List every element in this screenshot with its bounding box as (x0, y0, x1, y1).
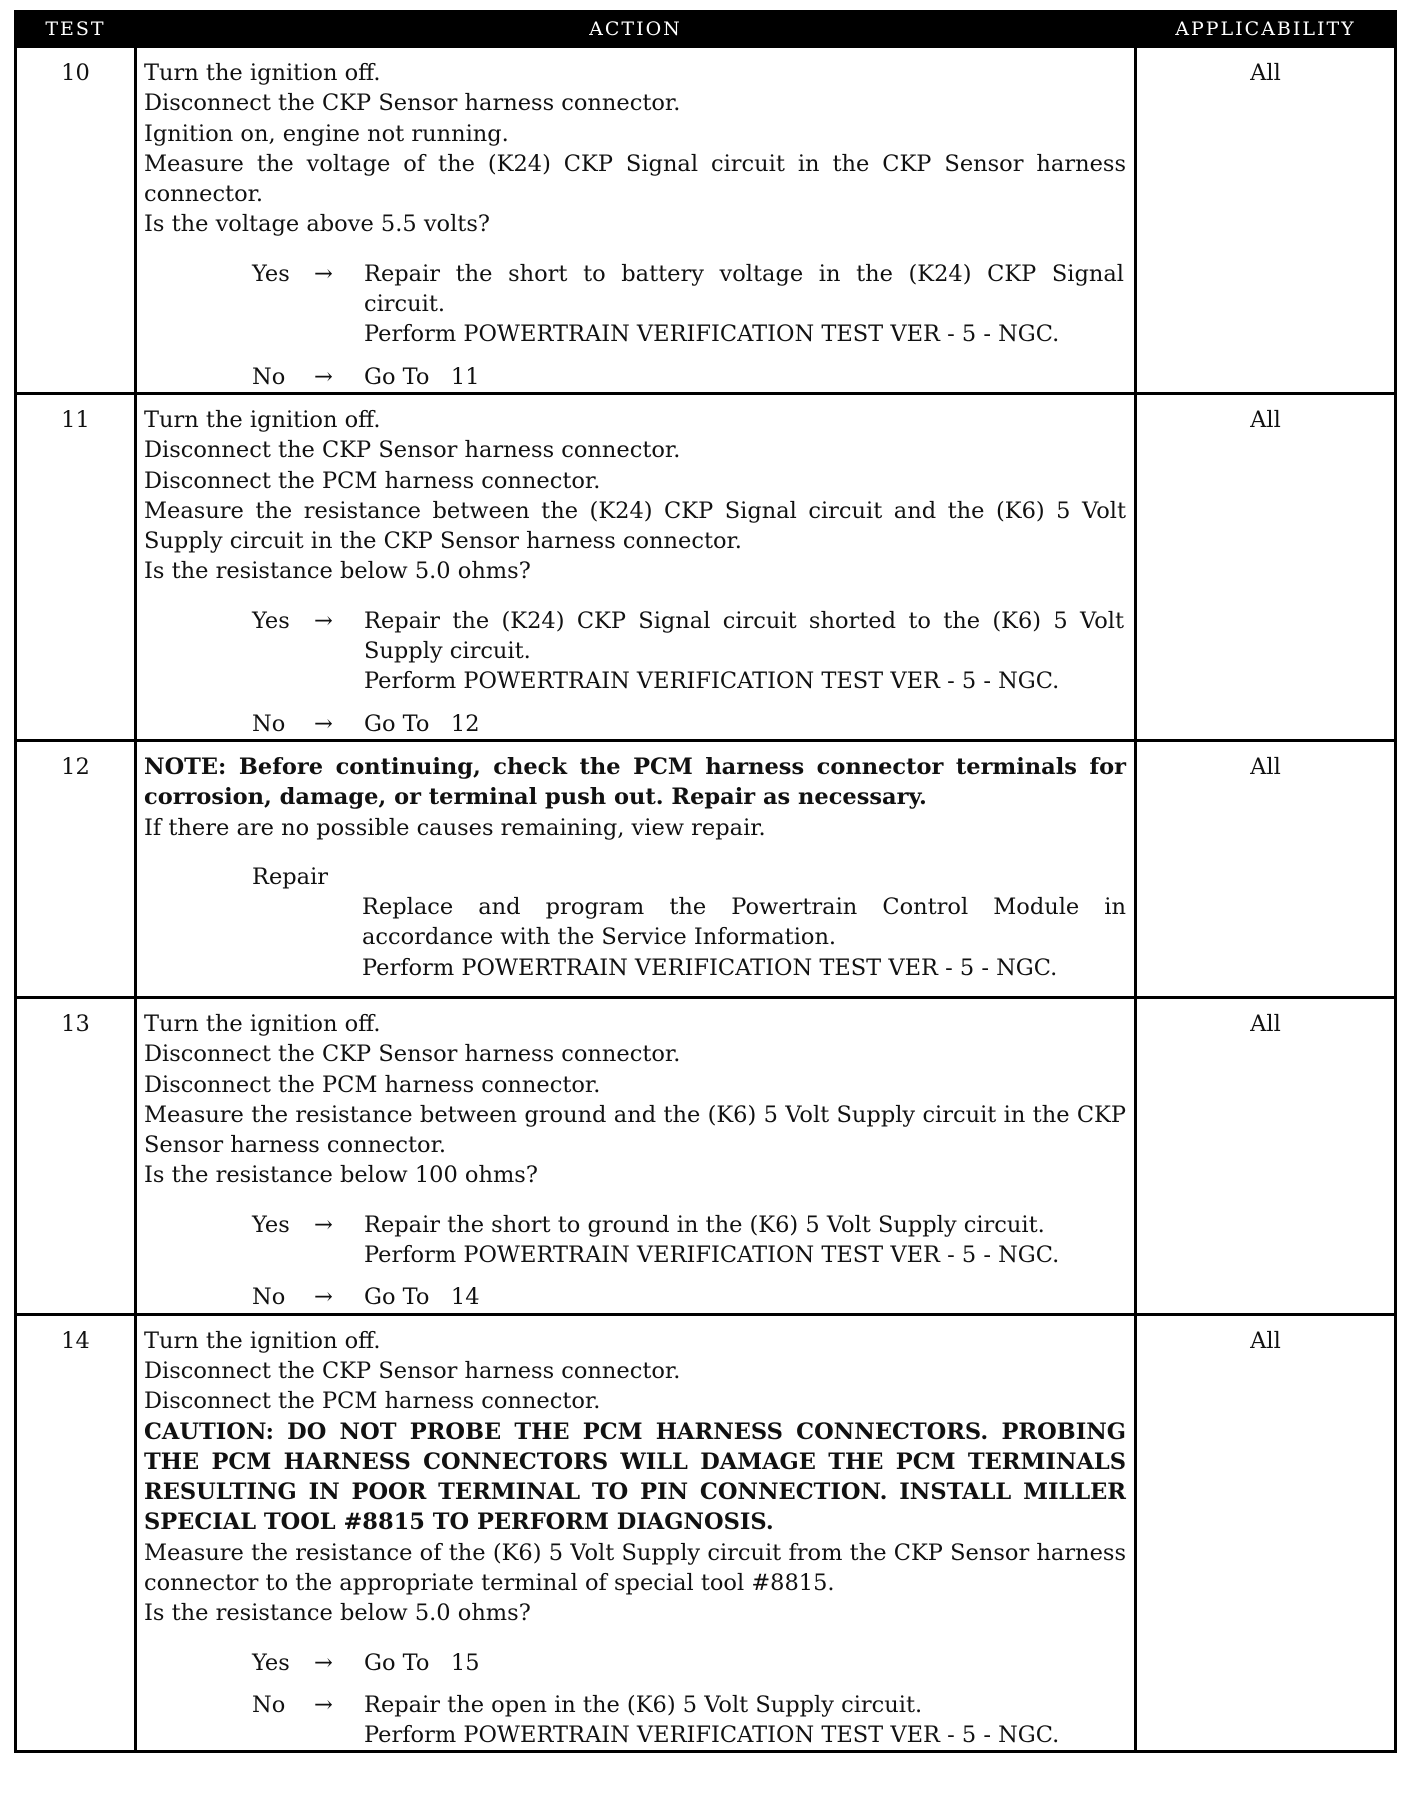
test-row-14 (16, 1314, 1396, 1752)
diagnostic-test-table (14, 10, 1397, 1753)
note-text: NOTE: Before continuing, check the PCM harness connector terminals for corrosion, damage, or terminal push out. Repair as necessary. (144, 753, 1126, 811)
no-outcome (364, 709, 1126, 739)
arrow-right-icon: → (314, 607, 333, 634)
test-number: 14 (16, 1314, 136, 1752)
no-outcome (364, 1690, 1126, 1751)
test-number: 12 (16, 740, 136, 997)
arrow-right-icon: → (314, 363, 333, 390)
yes-label: Yes (252, 1649, 290, 1676)
applicability-cell: All (1136, 47, 1396, 394)
applicability-cell: All (1136, 1314, 1396, 1752)
action-step: If there are no possible causes remaining, view repair. (144, 814, 766, 841)
repair-label: Repair (252, 863, 329, 890)
arrow-right-icon: → (314, 1691, 333, 1718)
yes-result (144, 1648, 1126, 1678)
action-step: Disconnect the PCM harness connector. (144, 1388, 601, 1415)
arrow-right-icon: → (314, 260, 333, 287)
applicability-cell: All (1136, 393, 1396, 740)
table-body (16, 47, 1396, 1752)
no-result (144, 1282, 1126, 1312)
no-label: No (252, 710, 286, 737)
action-cell (136, 1314, 1136, 1752)
action-step: Measure the resistance between ground and the (K6) 5 Volt Supply circuit in the CKP Sensor harness connector. (144, 1101, 1126, 1159)
outcome-line: Replace and program the Powertrain Control Module in accordance with the Service Information. (362, 894, 1126, 951)
action-step: Measure the voltage of the (K24) CKP Signal circuit in the CKP Sensor harness connector. (144, 150, 1126, 208)
outcome-line: Perform POWERTRAIN VERIFICATION TEST VER - 5 - NGC. (364, 1242, 1060, 1269)
header-row (16, 12, 1396, 47)
yes-label: Yes (252, 1211, 290, 1238)
outcome-line: Go To 15 (364, 1649, 480, 1676)
caution-text: CAUTION: DO NOT PROBE THE PCM HARNESS CONNECTORS. PROBING THE PCM HARNESS CONNECTORS WILL DAMAGE THE PCM TERMINALS RESULTING IN POOR TERMINAL TO PIN CONNECTION. INSTALL MILLER SPECIAL TOOL #8815 TO PERFORM DIAGNOSIS. (144, 1418, 1126, 1536)
action-cell (136, 47, 1136, 394)
action-step: Turn the ignition off. (144, 1327, 381, 1354)
outcome-line: Perform POWERTRAIN VERIFICATION TEST VER - 5 - NGC. (362, 954, 1058, 981)
no-label: No (252, 363, 286, 390)
action-step: Disconnect the CKP Sensor harness connector. (144, 1041, 681, 1068)
action-step: Measure the resistance of the (K6) 5 Volt Supply circuit from the CKP Sensor harness connector to the appropriate terminal of special tool #8815. (144, 1539, 1126, 1596)
outcome-line: Repair the open in the (K6) 5 Volt Supply circuit. (364, 1691, 923, 1718)
action-question: Is the resistance below 5.0 ohms? (144, 558, 531, 585)
table-header (16, 12, 1396, 47)
arrow-right-icon: → (314, 710, 333, 737)
action-step: Disconnect the PCM harness connector. (144, 1071, 601, 1098)
action-step: Ignition on, engine not running. (144, 120, 509, 147)
yes-label: Yes (252, 607, 290, 634)
yes-label: Yes (252, 260, 290, 287)
action-cell (136, 393, 1136, 740)
repair-outcome (362, 892, 1126, 991)
test-row-11 (16, 393, 1396, 740)
no-label: No (252, 1691, 286, 1718)
applicability-cell: All (1136, 997, 1396, 1314)
no-label: No (252, 1284, 286, 1311)
outcome-line: Perform POWERTRAIN VERIFICATION TEST VER - 5 - NGC. (364, 1722, 1060, 1749)
header-applicability: APPLICABILITY (1136, 12, 1396, 47)
outcome-line: Perform POWERTRAIN VERIFICATION TEST VER - 5 - NGC. (364, 321, 1060, 348)
no-result (144, 709, 1126, 739)
yes-outcome (364, 606, 1126, 697)
arrow-right-icon: → (314, 1284, 333, 1311)
action-step: Disconnect the CKP Sensor harness connector. (144, 1357, 681, 1384)
action-step: Turn the ignition off. (144, 60, 381, 86)
no-outcome (364, 1282, 1126, 1312)
header-test: TEST (16, 12, 136, 47)
no-outcome (364, 362, 1126, 392)
outcome-line: Go To 11 (364, 363, 480, 390)
outcome-line: Repair the short to battery voltage in the (K24) CKP Signal circuit. (364, 260, 1124, 318)
yes-result (144, 1210, 1126, 1271)
outcome-line: Go To 12 (364, 710, 480, 737)
action-step: Turn the ignition off. (144, 406, 381, 433)
action-step: Disconnect the CKP Sensor harness connector. (144, 437, 681, 464)
action-step: Disconnect the CKP Sensor harness connector. (144, 90, 681, 117)
action-question: Is the voltage above 5.5 volts? (144, 211, 490, 238)
arrow-right-icon: → (314, 1211, 333, 1238)
action-question: Is the resistance below 100 ohms? (144, 1162, 538, 1189)
action-cell (136, 740, 1136, 997)
outcome-line: Perform POWERTRAIN VERIFICATION TEST VER - 5 - NGC. (364, 668, 1060, 695)
test-row-12 (16, 740, 1396, 997)
outcome-line: Go To 14 (364, 1284, 480, 1311)
no-result (144, 1690, 1126, 1751)
yes-outcome (364, 1648, 1126, 1678)
yes-outcome (364, 259, 1126, 350)
outcome-line: Repair the (K24) CKP Signal circuit shorted to the (K6) 5 Volt Supply circuit. (364, 607, 1124, 665)
test-row-10 (16, 47, 1396, 394)
yes-outcome (364, 1210, 1126, 1271)
action-step: Measure the resistance between the (K24) CKP Signal circuit and the (K6) 5 Volt Supply circuit in the CKP Sensor harness connector. (144, 497, 1126, 555)
outcome-line: Repair the short to ground in the (K6) 5 Volt Supply circuit. (364, 1211, 1045, 1238)
test-number: 11 (16, 393, 136, 740)
test-row-13 (16, 997, 1396, 1314)
action-question: Is the resistance below 5.0 ohms? (144, 1600, 531, 1627)
diagnostic-test-table-page (14, 10, 1394, 1753)
action-step: Disconnect the PCM harness connector. (144, 467, 601, 494)
arrow-right-icon: → (314, 1649, 333, 1676)
yes-result (144, 606, 1126, 697)
test-number: 13 (16, 997, 136, 1314)
test-number: 10 (16, 47, 136, 394)
header-action: ACTION (136, 12, 1136, 47)
yes-result (144, 259, 1126, 350)
no-result (144, 362, 1126, 392)
action-step: Turn the ignition off. (144, 1010, 381, 1037)
applicability-cell: All (1136, 740, 1396, 997)
action-cell (136, 997, 1136, 1314)
